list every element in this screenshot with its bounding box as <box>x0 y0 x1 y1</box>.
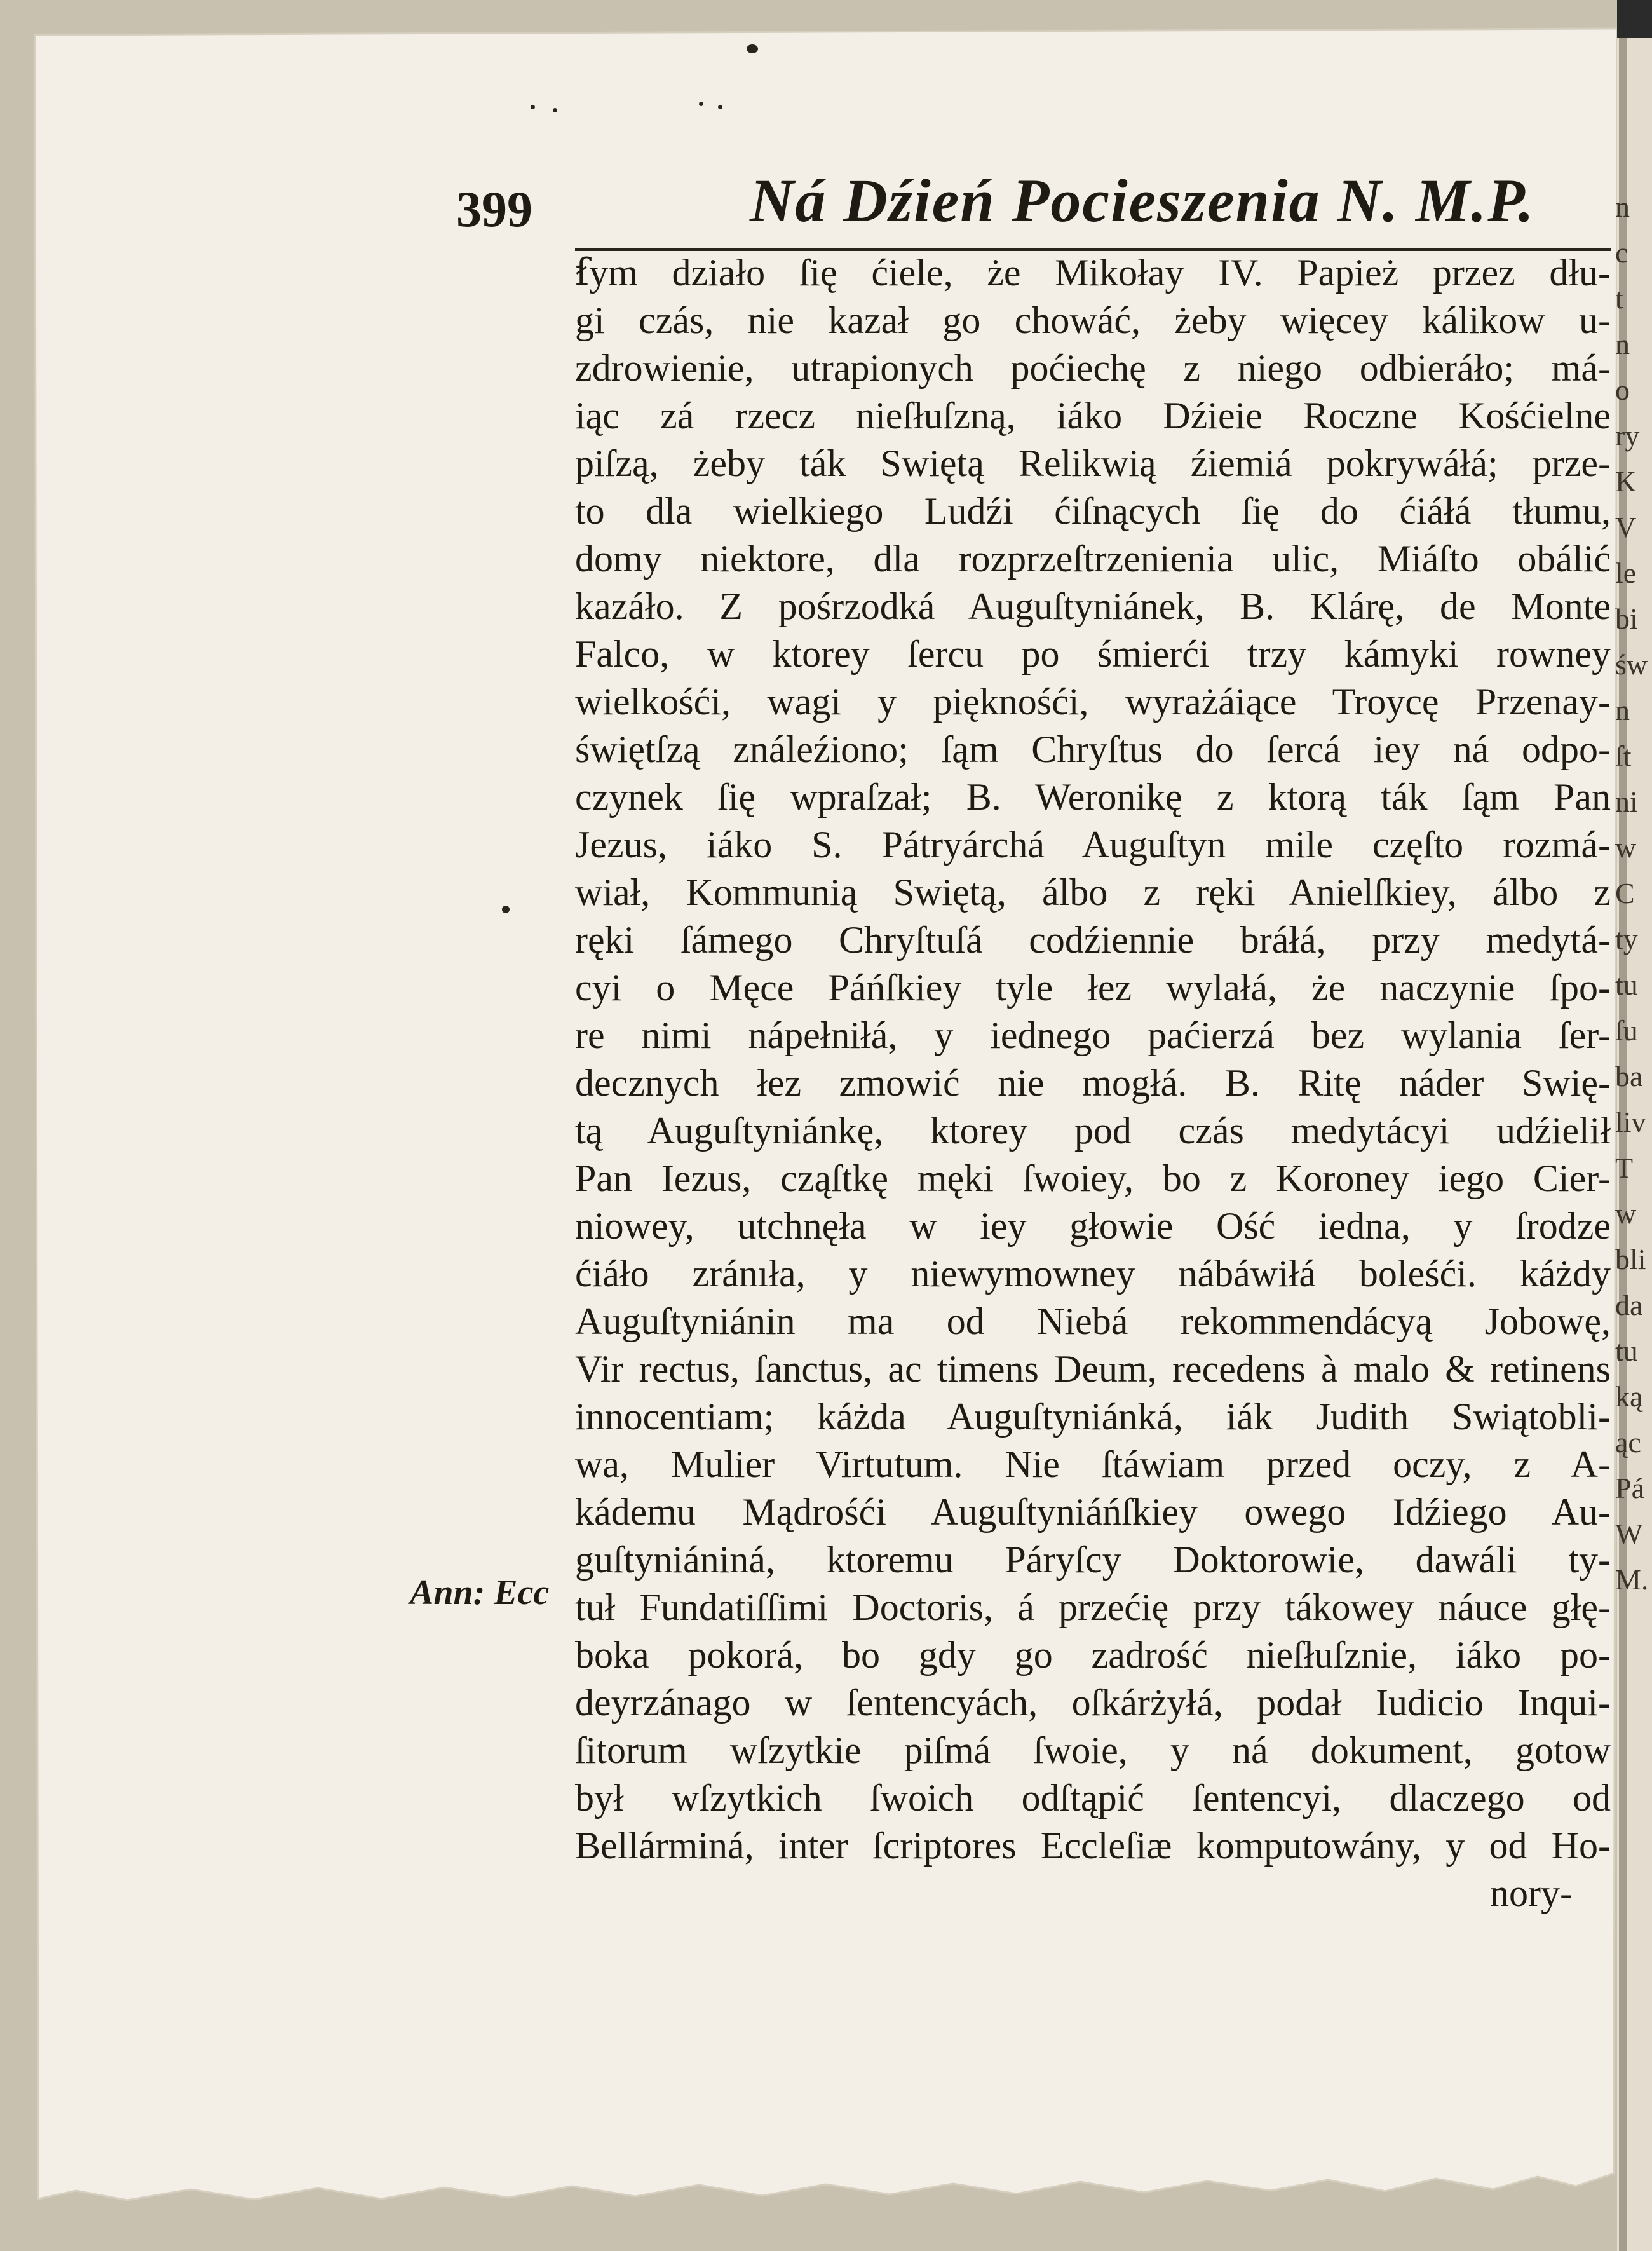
edge-fragment: T <box>1615 1152 1634 1184</box>
edge-fragment: bi <box>1615 602 1638 635</box>
text-line: deyrzánago w ſentencyách, oſkárżyłá, podał Iudicio Inqui- <box>575 1682 1611 1724</box>
text-line: wa, Mulier Virtutum. Nie ſtáwiam przed oczy, z A- <box>575 1443 1611 1485</box>
edge-fragment: le <box>1615 557 1637 589</box>
edge-fragment: Pá <box>1615 1472 1644 1504</box>
edge-fragment: ką <box>1615 1380 1643 1413</box>
edge-fragment: c <box>1615 236 1628 269</box>
edge-fragment: ni <box>1615 785 1638 818</box>
edge-fragment: liv <box>1615 1106 1646 1138</box>
edge-fragment: da <box>1615 1289 1643 1321</box>
text-line: kádemu Mądrośći Auguſtyniáńſkiey owego Idźiego Au- <box>575 1491 1611 1533</box>
edge-fragment: W <box>1615 1518 1643 1550</box>
text-line: Jezus, iáko S. Pátryárchá Auguſtyn mile częſto rozmá- <box>575 824 1611 866</box>
dark-corner <box>1617 0 1652 38</box>
text-line: wielkośći, wagi y pięknośći, wyrażáiące Troycę Przenay- <box>575 681 1611 723</box>
edge-fragment: n <box>1615 694 1630 726</box>
running-head: Ná Dźień Pocieszenia N. M.P. <box>750 167 1535 235</box>
edge-fragment: ąc <box>1615 1426 1641 1459</box>
text-line: Auguſtyniánin ma od Niebá rekommendácyą Jobowę, <box>575 1300 1611 1342</box>
text-line: czynek ſię wpraſzał; B. Weronikę z ktorą ták ſąm Pan <box>575 776 1611 818</box>
text-line: Pan Iezus, cząſtkę męki ſwoiey, bo z Koroney iego Cier- <box>575 1157 1611 1199</box>
body-text <box>575 249 1611 1917</box>
text-line: iąc zá rzecz nieſłuſzną, iáko Dźieie Roczne Kośćielne <box>575 395 1611 437</box>
edge-fragment: tu <box>1615 1335 1638 1367</box>
text-line: Falco, w ktorey ſercu po śmierći trzy kámyki rowney <box>575 633 1611 675</box>
edge-fragment: w <box>1615 1197 1637 1230</box>
edge-fragment: ſu <box>1615 1014 1638 1047</box>
ink-speck <box>531 105 535 109</box>
catchword: nory- <box>1490 1872 1573 1914</box>
text-line: zdrowienie, utrapionych poćiechę z niego odbieráło; má- <box>575 347 1611 389</box>
text-line: decznych łez zmowić nie mogłá. B. Ritę náder Swię- <box>575 1062 1611 1104</box>
ink-speck <box>553 108 557 112</box>
edge-fragment: ty <box>1615 923 1638 955</box>
ink-speck <box>502 906 510 913</box>
text-line: niowey, utchnęła w iey głowie Ość iedna, y ſrodze <box>575 1205 1611 1247</box>
next-page-edge-fragments <box>1615 184 1652 1603</box>
text-line: guſtyniániná, ktoremu Páryſcy Doktorowie, dawáli ty- <box>575 1539 1611 1581</box>
edge-fragment: ſt <box>1615 740 1632 772</box>
text-line: tuł Fundatiſſimi Doctoris, á przećię przy tákowey náuce głę- <box>575 1586 1611 1628</box>
ink-speck <box>747 44 758 53</box>
page-number: 399 <box>456 182 532 238</box>
edge-fragment: V <box>1615 511 1637 543</box>
text-line: ćiáło zránıła, y niewymowney nábáwiłá boleśći. káżdy <box>575 1253 1611 1295</box>
text-line: gi czás, nie kazał go chowáć, żeby więcey kálikow u- <box>575 299 1611 341</box>
edge-fragment: K <box>1615 465 1637 498</box>
text-line: piſzą, żeby ták Swiętą Relikwią źiemiá pokrywáłá; prze- <box>575 442 1611 484</box>
text-line: ſitorum wſzytkie piſmá ſwoie, y ná dokument, gotow <box>575 1729 1611 1771</box>
ink-speck <box>699 102 703 106</box>
text-line: cyi o Męce Páńſkiey tyle łez wylałá, że naczynie ſpo- <box>575 967 1611 1009</box>
text-line: domy niektore, dla rozprzeſtrzenienia ulic, Miáſto obálić <box>575 538 1611 580</box>
edge-fragment: t <box>1615 282 1623 315</box>
ink-speck <box>718 105 722 109</box>
text-line: Vir rectus, ſanctus, ac timens Deum, recedens à malo & retinens <box>575 1348 1611 1390</box>
text-line: ẜym działo ſię ćiele, że Mikołay IV. Papież przez dłu- <box>575 252 1611 294</box>
edge-fragment: w <box>1615 831 1637 864</box>
text-line: wiał, Kommunią Swiętą, álbo z ręki Anielſkiey, álbo z <box>575 871 1611 913</box>
edge-fragment: M. <box>1615 1563 1649 1596</box>
edge-fragment: bli <box>1615 1243 1646 1275</box>
text-line: był wſzytkich ſwoich odſtąpić ſentencyi, dlaczego od <box>575 1777 1611 1819</box>
text-line: ręki ſámego Chryſtuſá codźiennie bráłá, przy medytá- <box>575 919 1611 961</box>
text-line: to dla wielkiego Ludźi ćiſnących ſię do ćiáłá tłumu, <box>575 490 1611 532</box>
edge-fragment: św <box>1615 648 1648 681</box>
text-line: tą Auguſtyniánkę, ktorey pod czás medytácyi udźielił <box>575 1110 1611 1152</box>
edge-fragment: o <box>1615 374 1630 406</box>
edge-fragment: ry <box>1615 419 1640 452</box>
margin-note: Ann: Ecc <box>410 1573 550 1612</box>
text-line: boka pokorá, bo gdy go zadrość nieſłuſznie, iáko po- <box>575 1634 1611 1676</box>
text-line: świętſzą ználeźiono; ſąm Chryſtus do ſercá iey ná odpo- <box>575 728 1611 770</box>
edge-fragment: C <box>1615 877 1635 909</box>
text-line: kazáło. Z pośrzodká Auguſtyniánek, B. Klárę, de Monte <box>575 585 1611 627</box>
text-line: re nimi nápełniłá, y iednego paćierzá bez wylania ſer- <box>575 1014 1611 1056</box>
edge-fragment: n <box>1615 328 1630 360</box>
edge-fragment: n <box>1615 191 1630 223</box>
edge-fragment: ba <box>1615 1060 1643 1092</box>
text-line: innocentiam; káżda Auguſtyniánká, iák Judith Swiątobli- <box>575 1396 1611 1438</box>
text-line: Bellárminá, inter ſcriptores Eccleſiæ komputowány, y od Ho- <box>575 1825 1611 1867</box>
edge-fragment: tu <box>1615 969 1638 1001</box>
